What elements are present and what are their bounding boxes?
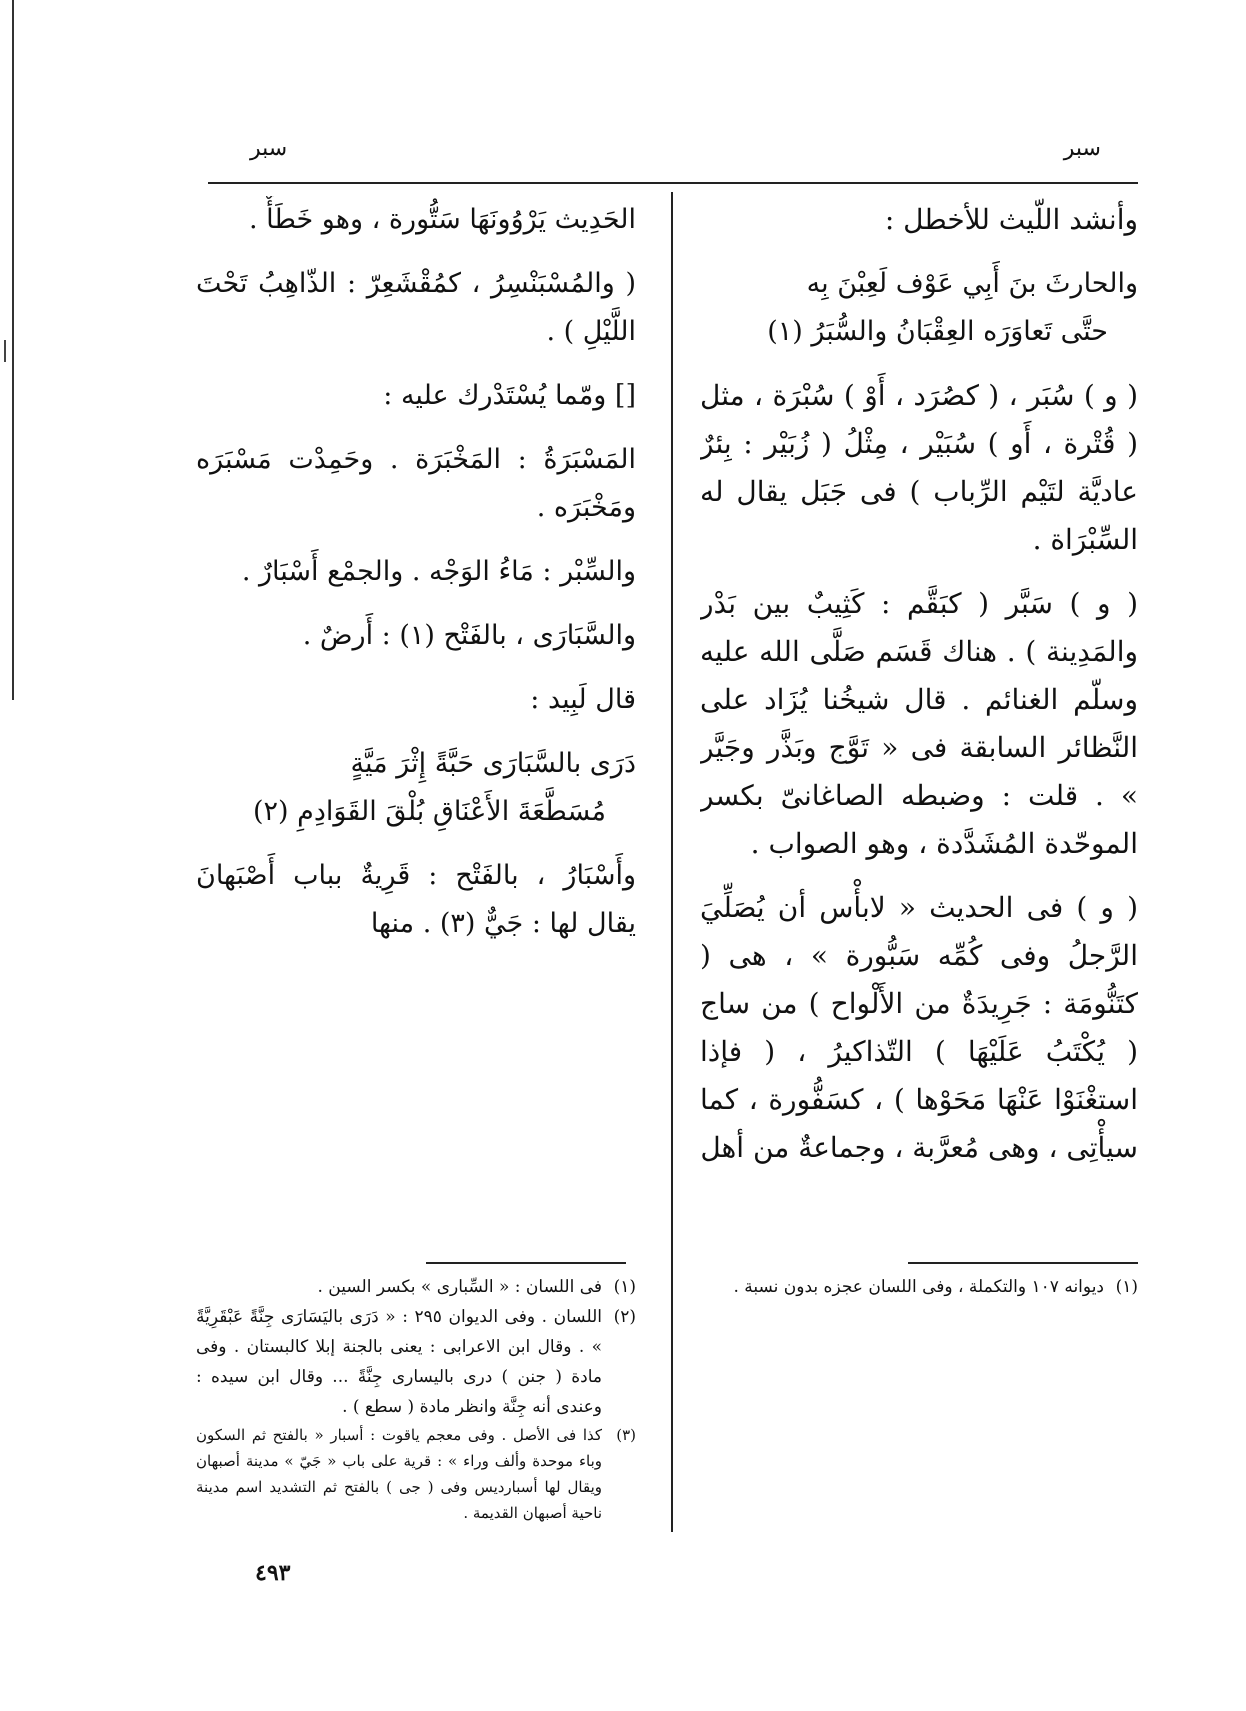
right-column (700, 196, 1138, 1302)
footnote-number: (١) (613, 1277, 636, 1297)
verse-line-2: حتَّى تَعاوَرَه العِقْبَانُ والسُّبَرُ (١) (767, 316, 1108, 347)
page-edge-line (12, 0, 14, 700)
page-number: ٤٩٣ (255, 1560, 291, 1586)
footnote (196, 1422, 636, 1526)
running-head-left: سبر (250, 136, 288, 161)
paragraph: قال لَبِيد : (530, 684, 636, 715)
left-column-body (196, 196, 636, 1256)
footnote-text: كذا فى الأصل . وفى معجم ياقوت : أسبار « بالفتح ثم السكون وباء موحدة وألف وراء » : قرية على باب « جَيّ » مدينة أصبهان ويقال لها أسبارديس وفى ( جى ) بالفتح ثم التشديد اسم مدينة ناحية أصبهان القديمة . (196, 1426, 602, 1522)
footnote (196, 1272, 636, 1302)
verse-line-2: مُسَطَّعَةَ الأَعْنَاقِ بُلْقَ القَوَادِمِ (٢) (252, 796, 606, 827)
left-column (196, 196, 636, 1526)
paragraph: المَسْبَرَةُ : المَخْبَرَة . وحَمِدْت مَسْبَرَه ومَخْبَرَه . (196, 444, 636, 523)
footnote-rule (908, 1262, 1138, 1264)
paragraph: الحَدِيث يَرْوُونَهَا سَتُّورة ، وهو خَطَأٌ . (248, 204, 636, 235)
page-edge-mark (4, 340, 6, 362)
running-head-right: سبر (1063, 136, 1101, 161)
paragraph: [] ومّما يُسْتَدْرك عليه : (383, 380, 636, 411)
paragraph: والسَّبَارَى ، بالفَتْح (١) : أَرضٌ . (302, 620, 636, 651)
paragraph: ( والمُسْبَنْسِرُ ، كمُقْشَعِرّ : الذّاهِبُ تَحْتَ اللَّيْلِ ) . (196, 268, 636, 347)
footnote-rule (426, 1262, 626, 1264)
footnote-text: اللسان . وفى الديوان ٢٩٥ : « دَرَى باليَسَارَى جِنَّةً عَبْقَرِيَّةً » . وقال ابن الاعرابى : يعنى بالجنة إبلا كالبستان . وفى مادة ( جنن ) درى باليسارى جِنَّةً ... وقال ابن سيده : وعندى أنه جِنَّة وانظر مادة ( سطع ) . (196, 1307, 603, 1417)
footnote-number: (٣) (616, 1426, 636, 1444)
verse-line-1: والحارثَ بنَ أَبِي عَوْف لَعِبْنَ بِه (806, 268, 1138, 299)
verse (196, 740, 636, 836)
footnotes (196, 1272, 636, 1526)
paragraph: وأنشد اللّيث للأخطل : (884, 203, 1138, 236)
paragraph: وأَسْبَارُ ، بالفَتْح : قَرِيةٌ بباب أَصْبَهانَ يقال لها : جَيٌّ (٣) . منها (196, 860, 636, 939)
right-column-body (700, 196, 1138, 1256)
header-rule (208, 182, 1138, 184)
verse (700, 260, 1138, 356)
footnotes (700, 1272, 1138, 1302)
column-divider (671, 192, 673, 1532)
footnote-number: (١) (1115, 1277, 1138, 1297)
footnote (700, 1272, 1138, 1302)
paragraph: ( و ) سَبَّر ( كبَقَّم : كَثِيبٌ بين بَدْر والمَدِينة ) . هناك قَسَم صَلَّى الله عليه وسلّم الغنائم . قال شيخُنا يُزَاد على النَّظائر السابقة فى « تَوَّج وبَذَّر وجَيَّر » . قلت : وضبطه الصاغانىّ بكسر الموحّدة المُشَدَّدة ، وهو الصواب . (700, 587, 1138, 860)
footnote-text: ديوانه ١٠٧ والتكملة ، وفى اللسان عجزه بدون نسبة . (733, 1277, 1104, 1297)
verse-line-1: دَرَى بالسَّبَارَى حَبَّةً إِثْرَ مَيَّةٍ (350, 748, 636, 779)
footnote-text: فى اللسان : « السِّبارى » بكسر السين . (317, 1277, 602, 1297)
footnote-number: (٢) (613, 1307, 636, 1327)
footnote (196, 1302, 636, 1422)
paragraph: ( و ) فى الحديث « لابأْس أن يُصَلِّيَ الرَّجلُ وفى كُمِّه سَبُّورة » ، هى ( كتَنُّومَة : جَرِيدَةٌ من الأَلْواح ) من ساج ( يُكْتَبُ عَلَيْهَا ) التّذاكيرُ ، ( فإذا استغْنَوْا عَنْهَا مَحَوْها ) ، كسَفُّورة ، كما سيأْتِى ، وهى مُعرَّبة ، وجماعةٌ من أهل (700, 891, 1138, 1164)
paragraph: والسِّبْر : مَاءُ الوَجْه . والجمْع أَسْبَارٌ . (241, 556, 636, 587)
paragraph: ( و ) سُبَر ، ( كصُرَد ، أَوْ ) سُبْرَة ، مثل ( قُتْرة ، أَو ) سُبَيْر ، مِثْلُ ( زُبَيْر : بِئرٌ عاديَّة لتَيْم الرِّباب ) فى جَبَل يقال له السِّبْرَاة . (700, 379, 1138, 556)
